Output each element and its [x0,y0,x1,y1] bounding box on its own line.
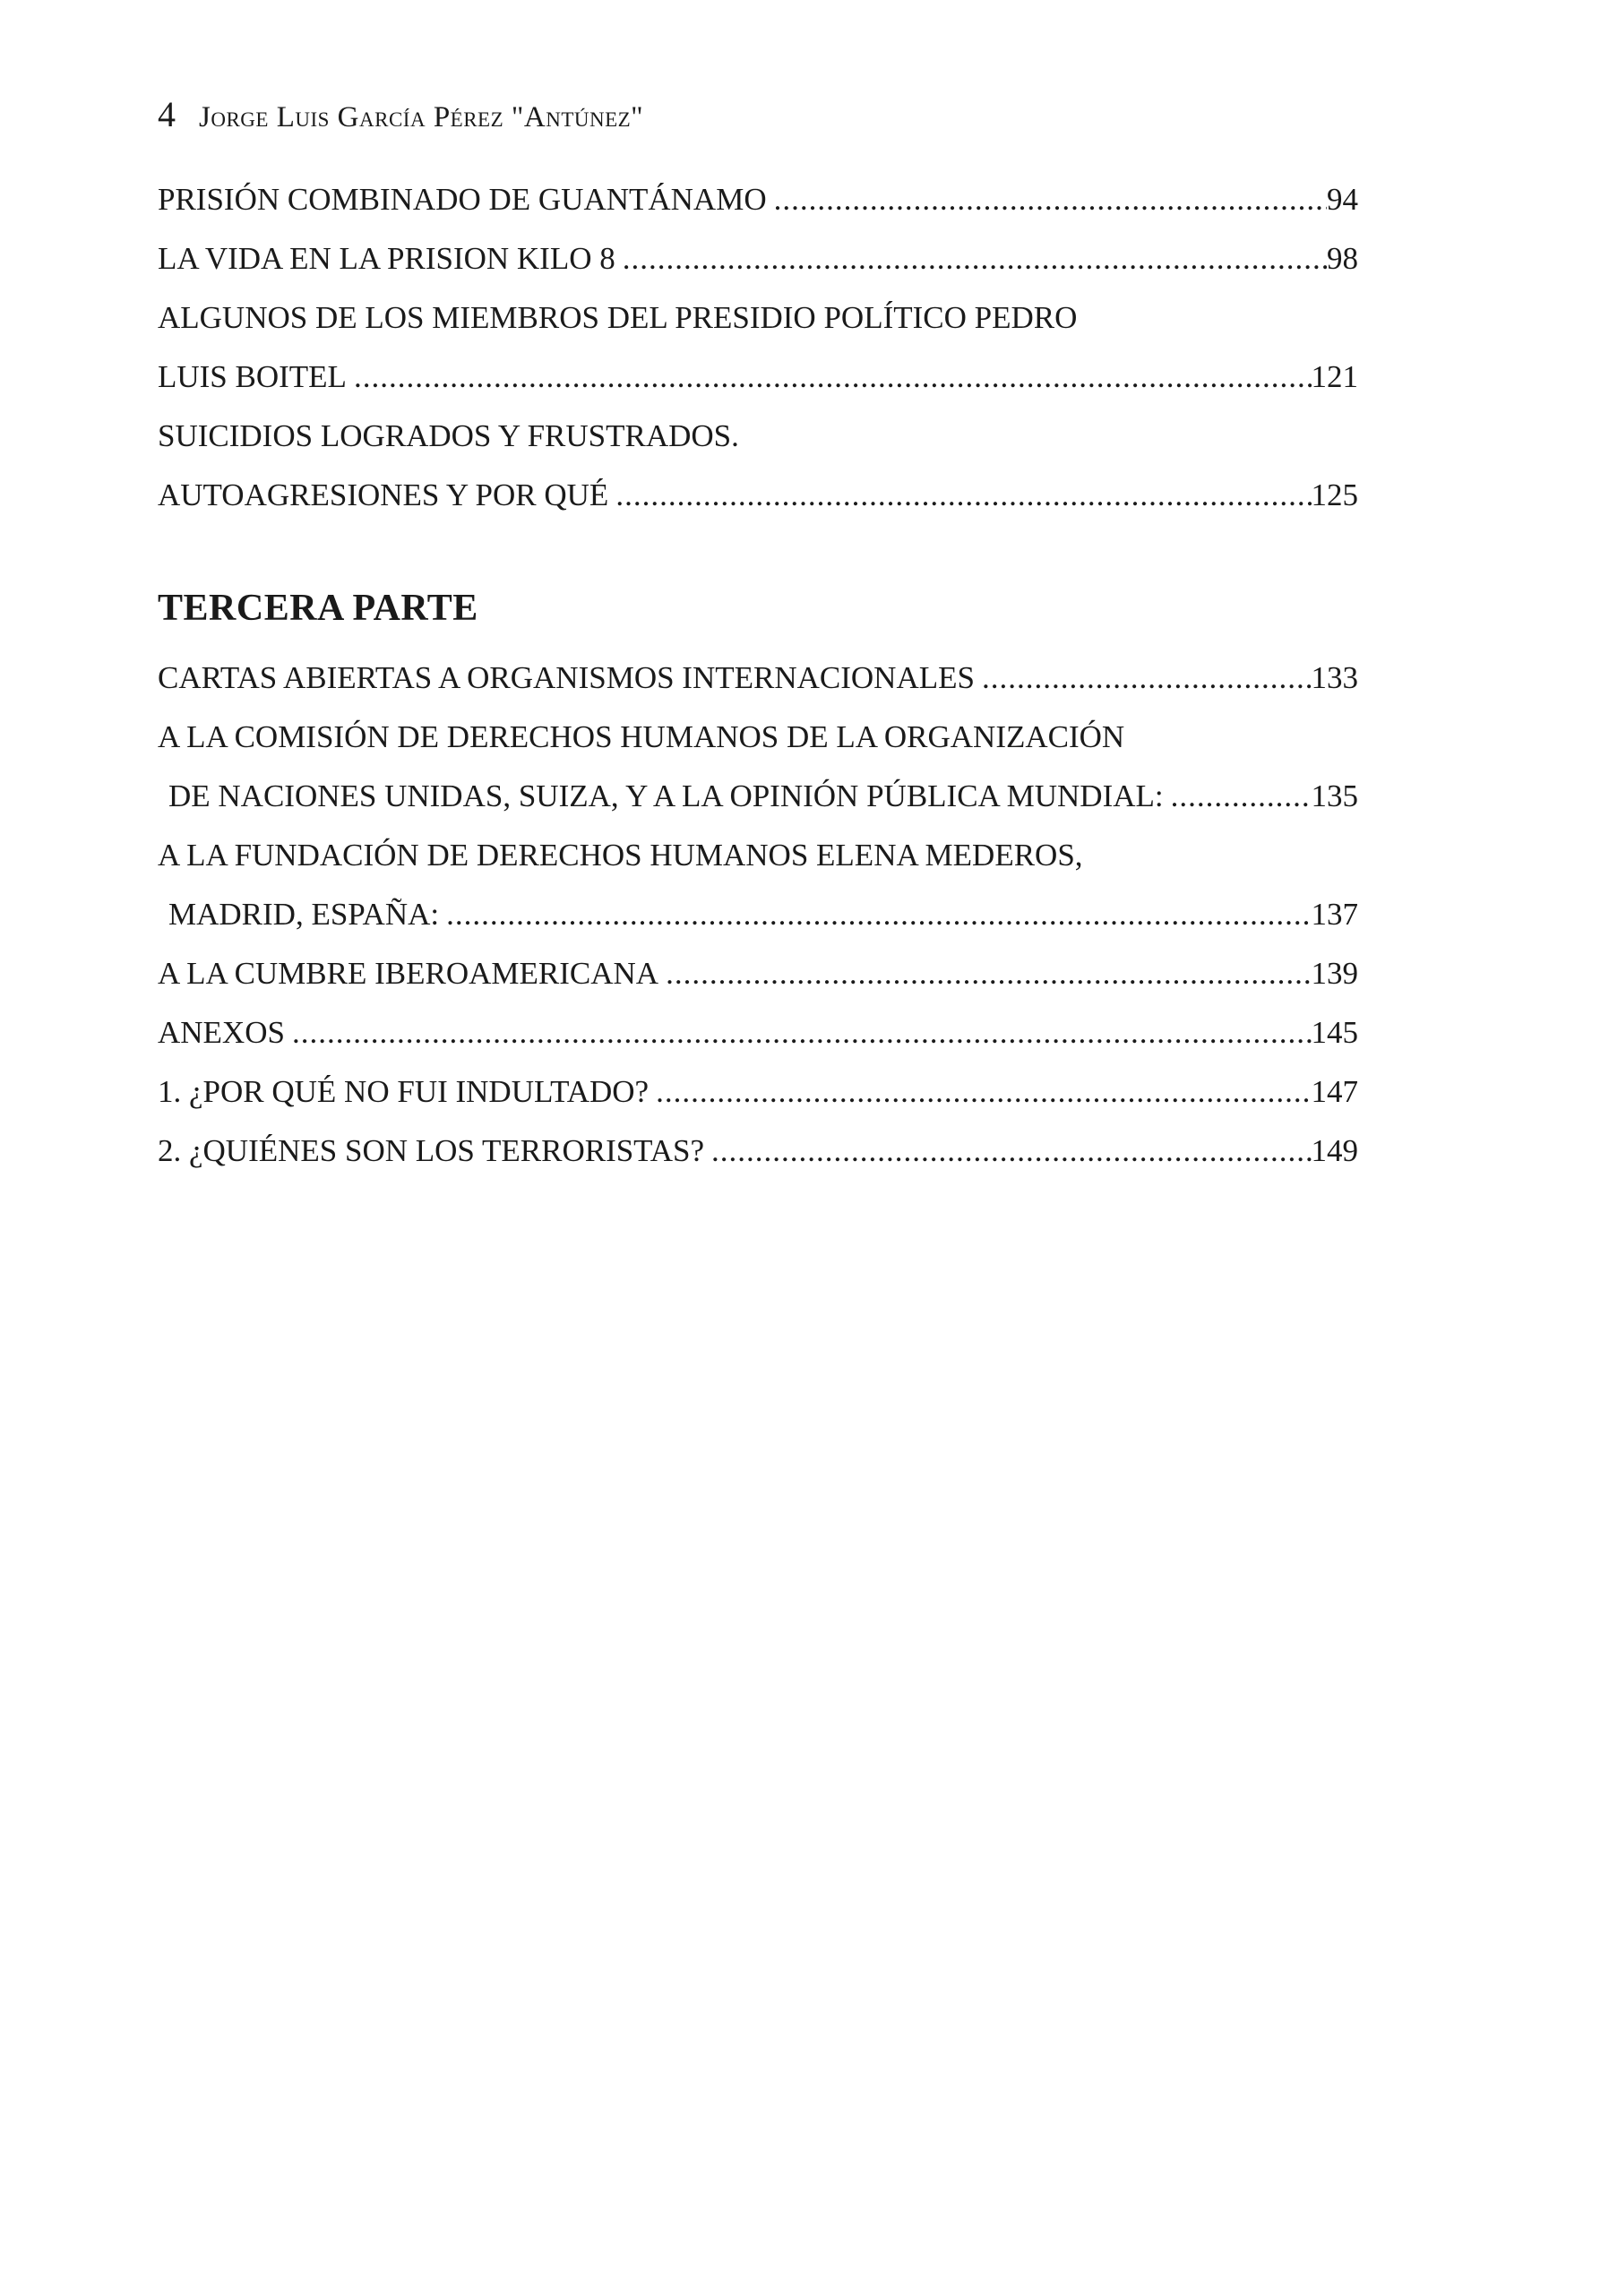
toc-entry-title: PRISIÓN COMBINADO DE GUANTÁNAMO [158,182,767,217]
toc-entry-page: 121 [1311,359,1358,394]
toc-entry-wrapped [158,826,1358,885]
toc-entry-wrapped [158,288,1358,348]
toc-entry-title: LA VIDA EN LA PRISION KILO 8 [158,241,615,276]
toc-part-two-list [158,170,1358,525]
toc-entry-title: A LA COMISIÓN DE DERECHOS HUMANOS DE LA ORGANIZACIÓN [158,719,1125,754]
toc-entry-title: LUIS BOITEL [158,359,347,394]
toc-entry-page: 137 [1311,897,1358,932]
author-name: Jorge Luis García Pérez "Antúnez" [199,101,644,133]
toc-entry [158,885,1358,944]
toc-entry-title: 1. ¿POR QUÉ NO FUI INDULTADO? [158,1074,650,1109]
toc-entry-page: 147 [1311,1074,1358,1109]
toc-entry-wrapped [158,407,1358,466]
toc-entry [158,944,1358,1003]
dot-leader [347,348,1312,407]
toc-entry-page: 125 [1311,477,1358,512]
toc-entry [158,649,1358,708]
toc-entry [158,348,1358,407]
toc-entry-title: 2. ¿QUIÉNES SON LOS TERRORISTAS? [158,1133,705,1168]
toc-entry-page: 145 [1311,1015,1358,1050]
toc-entry-page: 94 [1327,182,1358,217]
toc-entry [158,170,1358,229]
dot-leader [704,1122,1311,1181]
toc-entry [158,229,1358,288]
dot-leader [615,229,1327,288]
toc-entry [158,1122,1358,1181]
dot-leader [975,649,1312,708]
toc-entry-title: CARTAS ABIERTAS A ORGANISMOS INTERNACIONALES [158,660,975,695]
toc-entry [158,767,1358,826]
toc-entry-title: ANEXOS [158,1015,285,1050]
toc-entry-title: A LA FUNDACIÓN DE DERECHOS HUMANOS ELENA MEDEROS, [158,838,1083,873]
dot-leader [285,1003,1312,1062]
toc-entry-page: 98 [1327,241,1358,276]
toc-entry-page: 135 [1311,778,1358,813]
dot-leader [658,944,1311,1003]
page-number: 4 [158,94,176,134]
dot-leader [767,170,1327,229]
toc-entry-title: A LA CUMBRE IBEROAMERICANA [158,956,659,991]
toc-entry [158,1062,1358,1122]
toc-entry-title: ALGUNOS DE LOS MIEMBROS DEL PRESIDIO POLÍTICO PEDRO [158,300,1078,335]
toc-part-three-list [158,649,1358,1181]
section-heading: TERCERA PARTE [158,588,478,629]
dot-leader [1164,767,1312,826]
dot-leader [649,1062,1311,1122]
toc-entry-title: MADRID, ESPAÑA: [168,897,440,932]
toc-entry-title: SUICIDIOS LOGRADOS Y FRUSTRADOS. [158,418,739,453]
toc-entry [158,466,1358,525]
toc-entry-title: DE NACIONES UNIDAS, SUIZA, Y A LA OPINIÓN PÚBLICA MUNDIAL: [168,778,1164,813]
toc-entry [158,1003,1358,1062]
toc-entry-page: 149 [1311,1133,1358,1168]
dot-leader [608,466,1311,525]
toc-entry-wrapped [158,708,1358,767]
dot-leader [439,885,1311,944]
toc-entry-page: 139 [1311,956,1358,991]
toc-entry-title: AUTOAGRESIONES Y POR QUÉ [158,477,609,512]
running-header [158,93,643,135]
toc-entry-page: 133 [1311,660,1358,695]
